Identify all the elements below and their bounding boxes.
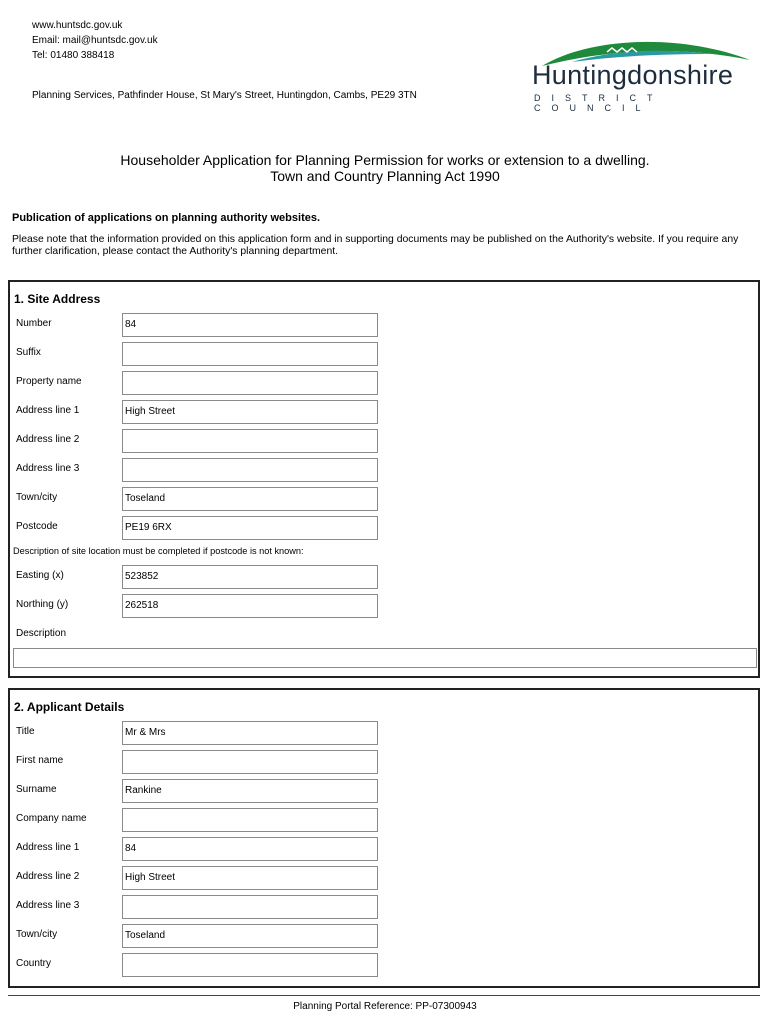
footer-divider xyxy=(8,995,760,996)
row-label: Address line 1 xyxy=(16,405,80,416)
row-label: Suffix xyxy=(16,347,41,358)
site-postcode-field[interactable]: PE19 6RX xyxy=(122,516,378,540)
contact-block xyxy=(32,18,158,63)
row-label: Town/city xyxy=(16,929,58,940)
council-logo xyxy=(512,38,762,113)
portal-reference: Planning Portal Reference: PP-07300943 xyxy=(293,1001,477,1012)
applicant-address-line3-field[interactable] xyxy=(122,895,378,919)
site-property-name-field[interactable] xyxy=(122,371,378,395)
form-title-line1: Householder Application for Planning Permission for works or extension to a dwelling. xyxy=(120,152,650,168)
row-label: Address line 1 xyxy=(16,842,80,853)
site-address-line1-field[interactable]: High Street xyxy=(122,400,378,424)
site-address-line3-field[interactable] xyxy=(122,458,378,482)
form-title-line2: Town and Country Planning Act 1990 xyxy=(270,168,500,184)
section-title: 2. Applicant Details xyxy=(14,700,125,714)
website-link[interactable]: www.huntsdc.gov.uk xyxy=(32,20,123,31)
applicant-town-field[interactable]: Toseland xyxy=(122,924,378,948)
row-label: Company name xyxy=(16,813,87,824)
logo-name: Huntingdonshire xyxy=(532,60,734,90)
applicant-address-line2-field[interactable]: High Street xyxy=(122,866,378,890)
row-label: Address line 2 xyxy=(16,871,80,882)
site-number-field[interactable]: 84 xyxy=(122,313,378,337)
form-title xyxy=(0,152,770,184)
site-address-section xyxy=(8,280,760,678)
northing-field[interactable]: 262518 xyxy=(122,594,378,618)
row-label: Property name xyxy=(16,376,82,387)
publication-heading: Publication of applications on planning authority websites. xyxy=(12,212,321,224)
applicant-address-line1-field[interactable]: 84 xyxy=(122,837,378,861)
row-label: Address line 3 xyxy=(16,463,80,474)
site-town-field[interactable]: Toseland xyxy=(122,487,378,511)
row-label: Title xyxy=(16,726,35,737)
row-label: Town/city xyxy=(16,492,58,503)
row-label: Northing (y) xyxy=(16,599,69,610)
applicant-company-field[interactable] xyxy=(122,808,378,832)
row-label: Easting (x) xyxy=(16,570,64,581)
row-label: Country xyxy=(16,958,52,969)
row-label: Surname xyxy=(16,784,57,795)
email-text[interactable]: Email: mail@huntsdc.gov.uk xyxy=(32,35,158,46)
row-label: Address line 2 xyxy=(16,434,80,445)
site-description-field[interactable] xyxy=(13,648,757,668)
applicant-title-field[interactable]: Mr & Mrs xyxy=(122,721,378,745)
location-note: Description of site location must be completed if postcode is not known: xyxy=(13,546,304,556)
site-address-line2-field[interactable] xyxy=(122,429,378,453)
section-title: 1. Site Address xyxy=(14,292,101,306)
row-label: Description xyxy=(16,628,67,639)
site-suffix-field[interactable] xyxy=(122,342,378,366)
applicant-first-name-field[interactable] xyxy=(122,750,378,774)
row-label: Address line 3 xyxy=(16,900,80,911)
easting-field[interactable]: 523852 xyxy=(122,565,378,589)
applicant-country-field[interactable] xyxy=(122,953,378,977)
row-label: Number xyxy=(16,318,52,329)
row-label: First name xyxy=(16,755,64,766)
logo-subtitle: DISTRICT COUNCIL xyxy=(534,93,664,113)
row-label: Postcode xyxy=(16,521,58,532)
council-address: Planning Services, Pathfinder House, St Mary's Street, Huntingdon, Cambs, PE29 3TN xyxy=(32,90,417,101)
telephone-text: Tel: 01480 388418 xyxy=(32,50,115,61)
applicant-details-section xyxy=(8,688,760,988)
applicant-surname-field[interactable]: Rankine xyxy=(122,779,378,803)
publication-text: Please note that the information provided on this application form and in supporting documents may be published on the Authority's website. If you require any further clarification, please contact the Authority's planning department. xyxy=(12,234,739,257)
